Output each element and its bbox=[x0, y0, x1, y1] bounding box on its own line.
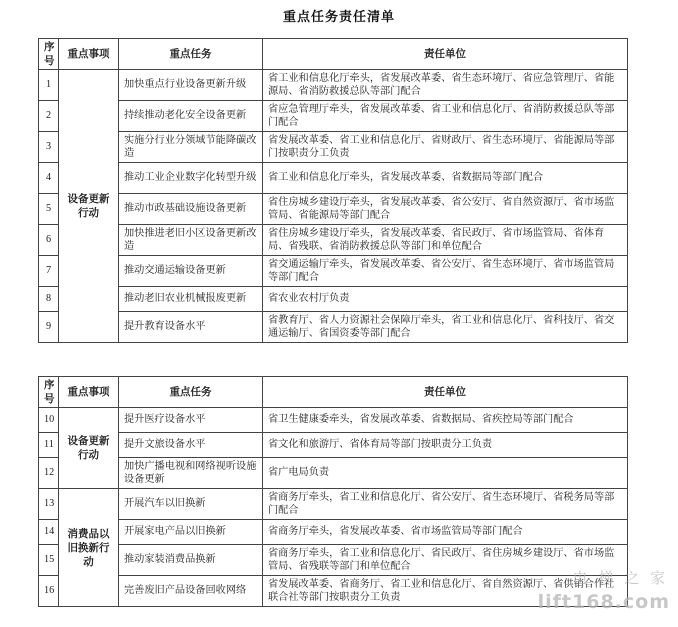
table-row bbox=[39, 458, 628, 489]
group-item: 设备更新行动 bbox=[59, 408, 119, 489]
row-task: 加快广播电视和网络视听设施设备更新 bbox=[119, 458, 263, 489]
row-unit: 省广电局负责 bbox=[263, 458, 628, 489]
row-unit: 省发展改革委、省工业和信息化厅、省财政厅、省生态环境厅、省能源局等部门按职责分工负责 bbox=[263, 132, 628, 163]
row-unit: 省教育厅、省人力资源社会保障厅牵头，省工业和信息化厅、省科技厅、省交通运输厅、省国资委等部门配合 bbox=[263, 312, 628, 343]
header-task: 重点任务 bbox=[119, 39, 263, 70]
row-no: 2 bbox=[39, 101, 59, 132]
row-unit: 省应急管理厅牵头，省发展改革委、省工业和信息化厅、省消防救援总队等部门配合 bbox=[263, 101, 628, 132]
table-header-row bbox=[39, 377, 628, 408]
row-unit: 省住房城乡建设厅牵头，省发展改革委、省公安厅、省自然资源厅、省市场监管局、省能源局等部门配合 bbox=[263, 194, 628, 225]
row-task: 提升教育设备水平 bbox=[119, 312, 263, 343]
row-no: 4 bbox=[39, 163, 59, 194]
row-task: 推动交通运输设备更新 bbox=[119, 256, 263, 287]
row-task: 加快重点行业设备更新升级 bbox=[119, 70, 263, 101]
watermark-chinese: 电 梯 之 家 bbox=[572, 569, 668, 587]
row-unit: 省文化和旅游厅、省体育局等部门按职责分工负责 bbox=[263, 433, 628, 458]
row-no: 6 bbox=[39, 225, 59, 256]
table-row bbox=[39, 312, 628, 343]
header-no: 序号 bbox=[39, 39, 59, 70]
row-unit: 省商务厅牵头，省工业和信息化厅、省公安厅、省生态环境厅、省税务局等部门配合 bbox=[263, 489, 628, 520]
row-task: 推动工业企业数字化转型升级 bbox=[119, 163, 263, 194]
table-row bbox=[39, 520, 628, 545]
row-unit: 省商务厅牵头，省工业和信息化厅、省民政厅、省住房城乡建设厅、省市场监管局、省残联等部门和单位配合 bbox=[263, 545, 628, 576]
table-row bbox=[39, 576, 628, 607]
row-no: 9 bbox=[39, 312, 59, 343]
row-task: 开展家电产品以旧换新 bbox=[119, 520, 263, 545]
responsibility-table-2 bbox=[38, 376, 628, 607]
header-task: 重点任务 bbox=[119, 377, 263, 408]
row-task: 推动市政基础设施设备更新 bbox=[119, 194, 263, 225]
header-no: 序号 bbox=[39, 377, 59, 408]
row-no: 15 bbox=[39, 545, 59, 576]
row-task: 完善废旧产品设备回收网络 bbox=[119, 576, 263, 607]
table-row bbox=[39, 256, 628, 287]
row-unit: 省商务厅牵头，省发展改革委、省市场监管局等部门配合 bbox=[263, 520, 628, 545]
row-unit: 省交通运输厅牵头，省发展改革委、省公安厅、省生态环境厅、省市场监管局等部门配合 bbox=[263, 256, 628, 287]
group-item: 消费品以旧换新行动 bbox=[59, 489, 119, 607]
row-task: 加快推进老旧小区设备更新改造 bbox=[119, 225, 263, 256]
row-no: 16 bbox=[39, 576, 59, 607]
table-row bbox=[39, 545, 628, 576]
row-no: 3 bbox=[39, 132, 59, 163]
row-task: 实施分行业分领域节能降碳改造 bbox=[119, 132, 263, 163]
table-row bbox=[39, 408, 628, 433]
row-unit: 省住房城乡建设厅牵头，省发展改革委、省民政厅、省市场监管局、省体育局、省残联、省消防救援总队等部门和单位配合 bbox=[263, 225, 628, 256]
table-row bbox=[39, 433, 628, 458]
row-no: 8 bbox=[39, 287, 59, 312]
row-no: 12 bbox=[39, 458, 59, 489]
row-no: 1 bbox=[39, 70, 59, 101]
row-task: 提升医疗设备水平 bbox=[119, 408, 263, 433]
row-no: 5 bbox=[39, 194, 59, 225]
row-unit: 省农业农村厅负责 bbox=[263, 287, 628, 312]
row-no: 11 bbox=[39, 433, 59, 458]
row-no: 7 bbox=[39, 256, 59, 287]
header-unit: 责任单位 bbox=[263, 39, 628, 70]
row-task: 提升文旅设备水平 bbox=[119, 433, 263, 458]
row-no: 13 bbox=[39, 489, 59, 520]
table-row bbox=[39, 489, 628, 520]
watermark-url: lift168.com bbox=[537, 591, 670, 613]
row-task: 开展汽车以旧换新 bbox=[119, 489, 263, 520]
row-unit: 省工业和信息化厅牵头，省发展改革委、省数据局等部门配合 bbox=[263, 163, 628, 194]
row-no: 14 bbox=[39, 520, 59, 545]
table-row bbox=[39, 194, 628, 225]
row-unit: 省发展改革委、省商务厅、省工业和信息化厅、省自然资源厅、省供销合作社联合社等部门按职责分工负责 bbox=[263, 576, 628, 607]
header-unit: 责任单位 bbox=[263, 377, 628, 408]
page-title: 重点任务责任清单 bbox=[282, 10, 395, 25]
row-task: 持续推动老化安全设备更新 bbox=[119, 101, 263, 132]
table-header-row bbox=[39, 39, 628, 70]
row-unit: 省卫生健康委牵头，省发展改革委、省数据局、省疾控局等部门配合 bbox=[263, 408, 628, 433]
row-no: 10 bbox=[39, 408, 59, 433]
table-row bbox=[39, 287, 628, 312]
table-row bbox=[39, 225, 628, 256]
row-task: 推动老旧农业机械报废更新 bbox=[119, 287, 263, 312]
row-unit: 省工业和信息化厅牵头，省发展改革委、省生态环境厅、省应急管理厅、省能源局、省消防救援总队等部门配合 bbox=[263, 70, 628, 101]
table-row bbox=[39, 163, 628, 194]
row-task: 推动家装消费品换新 bbox=[119, 545, 263, 576]
table-row bbox=[39, 70, 628, 101]
header-item: 重点事项 bbox=[59, 39, 119, 70]
group-item: 设备更新行动 bbox=[59, 70, 119, 343]
responsibility-table-1 bbox=[38, 38, 628, 343]
table-row bbox=[39, 132, 628, 163]
table-row bbox=[39, 101, 628, 132]
header-item: 重点事项 bbox=[59, 377, 119, 408]
